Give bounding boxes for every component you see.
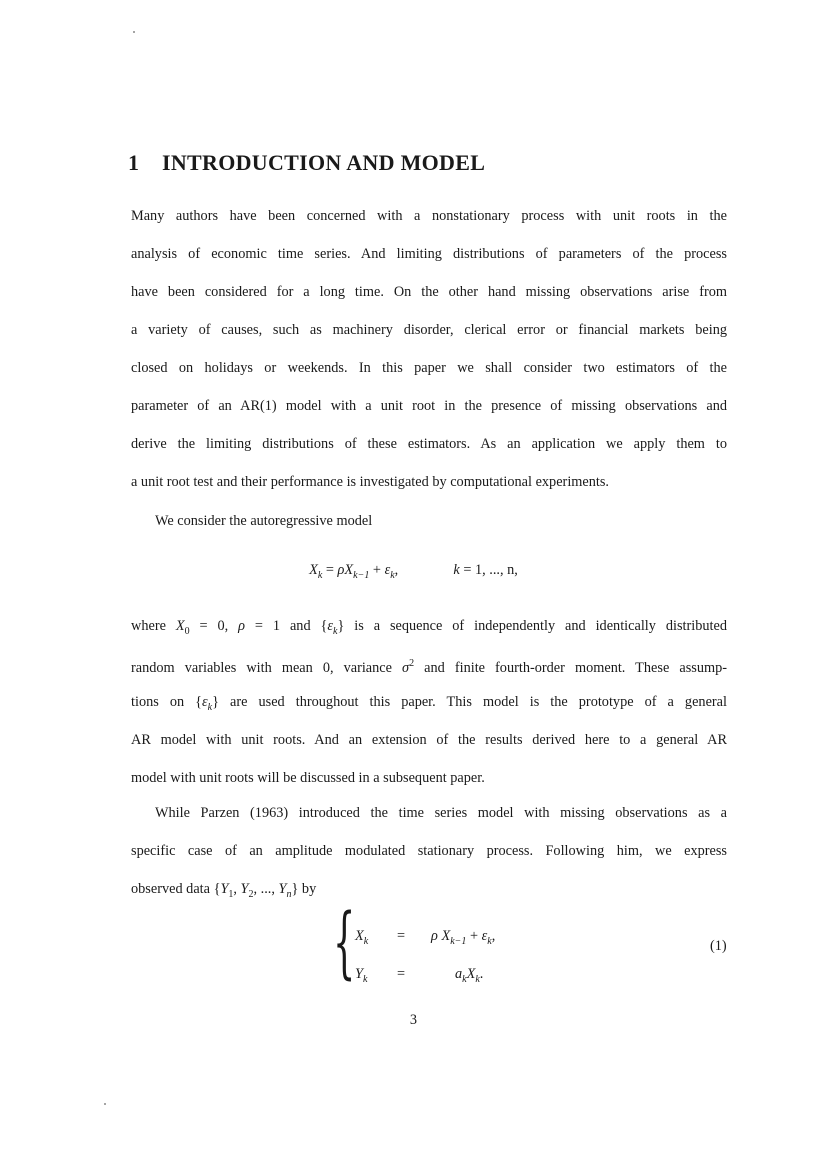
paragraph-line: AR model with unit roots. And an extension of the results derived here to a general AR (131, 732, 727, 748)
intro-paragraph (131, 197, 727, 501)
assumptions-paragraph (131, 607, 727, 797)
paragraph-line: tions on $\{\varepsilon_k\}$ are used throughout this paper. This model is the prototype of a general (131, 694, 727, 713)
paragraph-line: a variety of causes, such as machinery disorder, clerical error or financial markets being (131, 322, 727, 338)
paragraph-line: parameter of an AR(1) model with a unit root in the presence of missing observations and (131, 398, 727, 414)
system-row-1: $X_k = \rho$ $X_{k-1} + \varepsilon_k$, (355, 928, 496, 947)
section-title: INTRODUCTION AND MODEL (162, 150, 486, 175)
paragraph-line: analysis of economic time series. And limiting distributions of parameters of the process (131, 246, 727, 262)
left-brace-icon: { (333, 898, 356, 988)
scan-speck (133, 31, 135, 33)
paragraph-line: specific case of an amplitude modulated stationary process. Following him, we express (131, 843, 727, 859)
paragraph-line: a unit root test and their performance is investigated by computational experiments. (131, 474, 610, 490)
paragraph-line: model with unit roots will be discussed in a subsequent paper. (131, 770, 485, 786)
model-lead-paragraph (131, 502, 727, 540)
paragraph-line: have been considered for a long time. On the other hand missing observations arise from (131, 284, 727, 300)
section-heading (128, 150, 485, 176)
paragraph-line: derive the limiting distributions of these estimators. As an application we apply them to (131, 436, 727, 452)
paragraph-line: We consider the autoregressive model (155, 513, 373, 529)
section-number: 1 (128, 150, 140, 175)
equation-system (333, 898, 753, 990)
parzen-paragraph (131, 794, 727, 908)
scan-speck (104, 1103, 106, 1105)
system-row-2: $Y_k = a_kX_k$. (355, 966, 484, 985)
paragraph-line: Many authors have been concerned with a nonstationary process with unit roots in the (131, 208, 727, 224)
equation-number: (1) (710, 938, 727, 954)
paragraph-line: closed on holidays or weekends. In this paper we shall consider two estimators of the (131, 360, 727, 376)
paragraph-line: where $X_0 = 0$, ρ = 1 and $\{\varepsilon_k\}$ is a sequence of independently and identically distributed (131, 618, 727, 637)
paragraph-line: observed data {$Y_1$, $Y_2$, ..., $Y_n$} by (131, 881, 317, 900)
paragraph-line: random variables with mean 0, variance $\sigma^2$ and finite fourth-order moment. These assump- (131, 658, 727, 676)
model-equation: $X_k = \rho X_{k-1} + \varepsilon_k$, k = 1, ..., n, (309, 562, 518, 581)
paragraph-line: While Parzen (1963) introduced the time series model with missing observations as a (155, 805, 727, 821)
page-number: 3 (409, 1012, 418, 1028)
